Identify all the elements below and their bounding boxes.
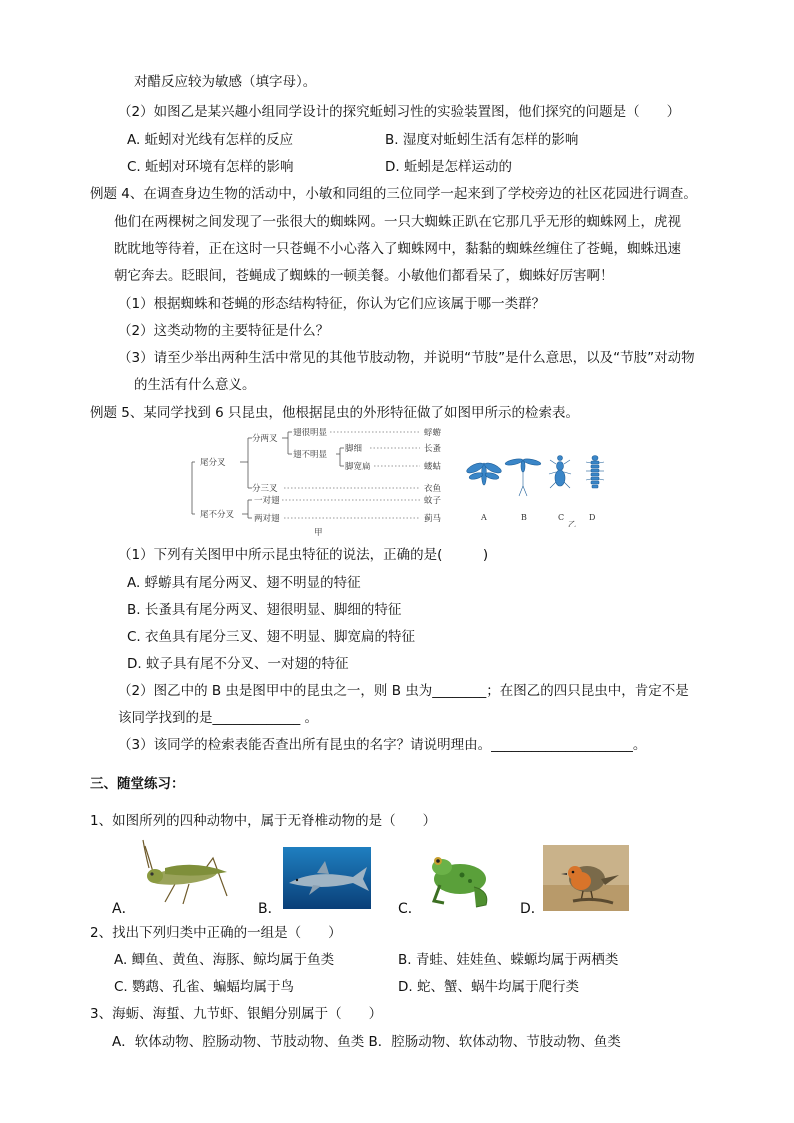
option-a-label: A． [112,901,136,917]
key-node: 脚宽扁 [345,462,371,472]
insect-label: B [521,513,527,522]
key-node: 分两叉 [252,434,278,444]
example-4-title: 例题 4、在调查身边生物的活动中，小敏和同组的三位同学一起来到了学校旁边的社区花园进行调查。 [90,186,697,202]
text-line: 他们在两棵树之间发现了一张很大的蜘蛛网。一只大蜘蛛正趴在它那几乎无形的蜘蛛网上，虎视 [114,214,681,230]
option-a: A. 鲫鱼、黄鱼、海豚、鲸均属于鱼类 [114,952,335,968]
key-node: 一对翅 [254,496,280,506]
section-heading: 三、随堂练习： [90,776,185,792]
option-b: B. 青蛙、娃娃鱼、蝾螈均属于两栖类 [398,952,619,968]
option-d: D. 蚊子具有尾不分叉、一对翅的特征 [127,656,349,672]
key-node: 长蚤 [424,444,442,454]
key-node: 脚细 [345,444,363,454]
text-line: 眈眈地等待着，正在这时一只苍蝇不小心落入了蜘蛛网中，黏黏的蜘蛛丝缠住了苍蝇，蜘蛛迅速 [114,241,681,257]
question: （1）下列有关图甲中所示昆虫特征的说法，正确的是( ) [118,547,489,563]
key-node: 翅很明显 [293,428,328,438]
options-line: A．软体动物、腔肠动物、节肢动物、鱼类 B．腔肠动物、软体动物、节肢动物、鱼类 [112,1034,621,1050]
insect-c-icon [549,456,571,489]
key-node: 衣鱼 [424,484,442,494]
key-node: 尾不分叉 [200,510,235,520]
insect-label: A [481,513,487,522]
question: （2）图乙中的 B 虫是图甲中的昆虫之一，则 B 虫为________；在图乙的四只昆虫中，肯定不是 [118,683,689,699]
insect-b-icon [505,458,542,496]
text-line: （2）如图乙是某兴趣小组同学设计的探究蚯蚓习性的实验装置图，他们探究的问题是（ ） [118,104,681,120]
shark-image [283,847,371,909]
robin-image [543,845,629,911]
question: （1）根据蜘蛛和苍蝇的形态结构特征，你认为它们应该属于哪一类群？ [118,296,546,312]
figure-caption: 乙 [568,520,576,527]
option-b-label: B． [258,901,282,917]
option-c: C. 鹦鹉、孔雀、蝙蝠均属于鸟 [114,979,295,995]
text-line: 的生活有什么意义。 [134,377,256,393]
question: （2）这类动物的主要特征是什么？ [118,323,330,339]
question: 2、找出下列归类中正确的一组是（ ） [90,925,342,941]
option-b: B. 湿度对蚯蚓生活有怎样的影响 [385,132,579,148]
frog-image [418,843,498,913]
option-c: C. 蚯蚓对环境有怎样的影响 [127,159,294,175]
insect-label: C [558,513,565,522]
figure-caption: 甲 [314,528,323,538]
text-line: 对醋反应较为敏感（填字母）。 [134,74,317,90]
insect-label: D [589,513,596,522]
text-line: 朝它奔去。眨眼间，苍蝇成了蜘蛛的一顿美餐。小敏他们都看呆了，蜘蛛好厉害啊！ [114,268,614,284]
question: 1、如图所列的四种动物中，属于无脊椎动物的是（ ） [90,813,437,829]
option-a: A. 蜉蝣具有尾分两叉、翅不明显的特征 [127,575,361,591]
insect-figure [465,452,615,527]
question: 3、海蛎、海蜇、九节虾、银鲳分别属于（ ） [90,1006,383,1022]
question: （3）该同学的检索表能否查出所有昆虫的名字？请说明理由。_____________________。 [118,737,647,753]
option-d-label: D． [520,901,545,917]
key-node: 蜉蝣 [424,428,442,438]
key-node: 蝼蛄 [424,462,442,472]
option-a: A. 蚯蚓对光线有怎样的反应 [127,132,294,148]
text-line: 该同学找到的是_____________ 。 [118,710,319,726]
option-d: D. 蛇、蟹、蜗牛均属于爬行类 [398,979,579,995]
key-node: 尾分叉 [200,458,226,468]
key-node: 分三叉 [252,484,278,494]
example-5-title: 例题 5、某同学找到 6 只昆虫，他根据昆虫的外形特征做了如图甲所示的检索表。 [90,405,580,421]
key-node: 翅不明显 [293,450,328,460]
option-c: C. 衣鱼具有尾分三叉、翅不明显、脚宽扁的特征 [127,629,416,645]
option-c-label: C． [398,901,422,917]
option-d: D. 蚯蚓是怎样运动的 [385,159,512,175]
option-b: B. 长蚤具有尾分两叉、翅很明显、脚细的特征 [127,602,402,618]
grasshopper-image [135,838,235,910]
insect-d-icon [586,456,604,489]
key-node: 蓟马 [424,514,442,524]
key-node: 两对翅 [254,514,280,524]
insect-a-icon [465,461,502,485]
question: （3）请至少举出两种生活中常见的其他节肢动物，并说明“节肢”是什么意思，以及“节肢”对动物 [118,350,695,366]
key-node: 蚊子 [424,496,442,506]
dichotomous-key-diagram [190,428,458,538]
